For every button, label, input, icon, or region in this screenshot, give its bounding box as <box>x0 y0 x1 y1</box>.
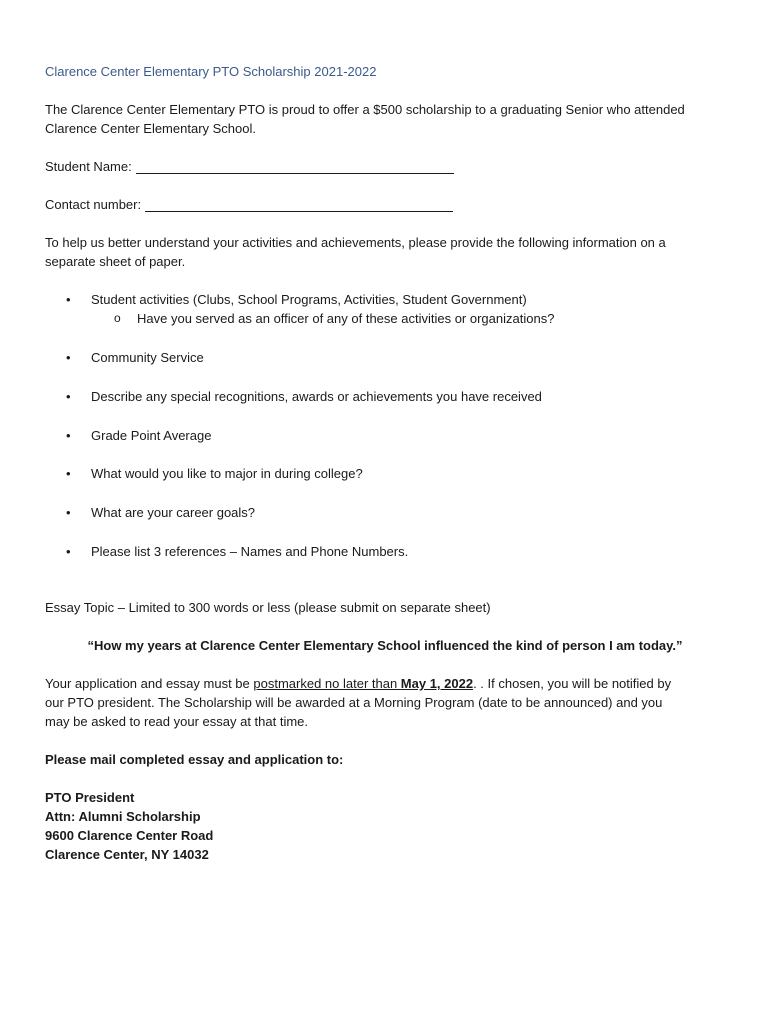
deadline-text: Your application and essay must be <box>45 676 254 691</box>
list-item-major: What would you like to major in during college? <box>91 466 363 481</box>
contact-number-row <box>45 195 725 214</box>
postmarked-text: postmarked no later than <box>253 676 401 691</box>
list-item-gpa: Grade Point Average <box>91 428 212 443</box>
contact-number-blank <box>145 197 453 212</box>
intro-line-1: The Clarence Center Elementary PTO is proud to offer a $500 scholarship to a graduating Senior who attended <box>45 102 685 117</box>
address-line-4: Clarence Center, NY 14032 <box>45 847 209 862</box>
intro-line-2: Clarence Center Elementary School. <box>45 121 256 136</box>
address-line-3: 9600 Clarence Center Road <box>45 828 214 843</box>
deadline-line-3: may be asked to read your essay at that time. <box>45 714 309 729</box>
bullet-icon: • <box>66 292 71 307</box>
student-name-row <box>45 157 725 176</box>
address-line-2: Attn: Alumni Scholarship <box>45 809 201 824</box>
list-item-recognitions: Describe any special recognitions, awards or achievements you have received <box>91 389 542 404</box>
deadline-postmarked <box>253 676 473 691</box>
student-name-blank <box>136 159 454 174</box>
deadline-notify-text: . . If chosen, you will be notified by <box>473 676 672 691</box>
contact-number-label: Contact number: <box>45 197 142 212</box>
bullet-icon: • <box>66 505 71 520</box>
deadline-date: May 1, 2022 <box>400 676 474 691</box>
document-title: Clarence Center Elementary PTO Scholarship 2021-2022 <box>45 64 377 79</box>
mail-heading: Please mail completed essay and application to: <box>45 752 344 767</box>
student-name-label: Student Name: <box>45 159 132 174</box>
instructions-line-1: To help us better understand your activities and achievements, please provide the following information on a <box>45 235 666 250</box>
list-item-activities: Student activities (Clubs, School Programs, Activities, Student Government) <box>91 292 527 307</box>
essay-prompt: “How my years at Clarence Center Elementary School influenced the kind of person I am today.” <box>87 638 683 653</box>
list-item-references: Please list 3 references – Names and Phone Numbers. <box>91 544 409 559</box>
deadline-line-2: our PTO president. The Scholarship will be awarded at a Morning Program (date to be announced) and you <box>45 695 663 710</box>
bullet-icon: • <box>66 428 71 443</box>
essay-topic: Essay Topic – Limited to 300 words or less (please submit on separate sheet) <box>45 600 491 615</box>
list-item-career-goals: What are your career goals? <box>91 505 256 520</box>
sub-list-item-officer: Have you served as an officer of any of these activities or organizations? <box>137 311 555 326</box>
bullet-icon: • <box>66 466 71 481</box>
address-line-1: PTO President <box>45 790 135 805</box>
bullet-icon: • <box>66 350 71 365</box>
bullet-icon: • <box>66 389 71 404</box>
bullet-icon: • <box>66 544 71 559</box>
instructions-line-2: separate sheet of paper. <box>45 254 186 269</box>
sub-bullet-icon: o <box>114 311 121 325</box>
deadline-line-1 <box>45 674 725 693</box>
list-item-community-service: Community Service <box>91 350 204 365</box>
